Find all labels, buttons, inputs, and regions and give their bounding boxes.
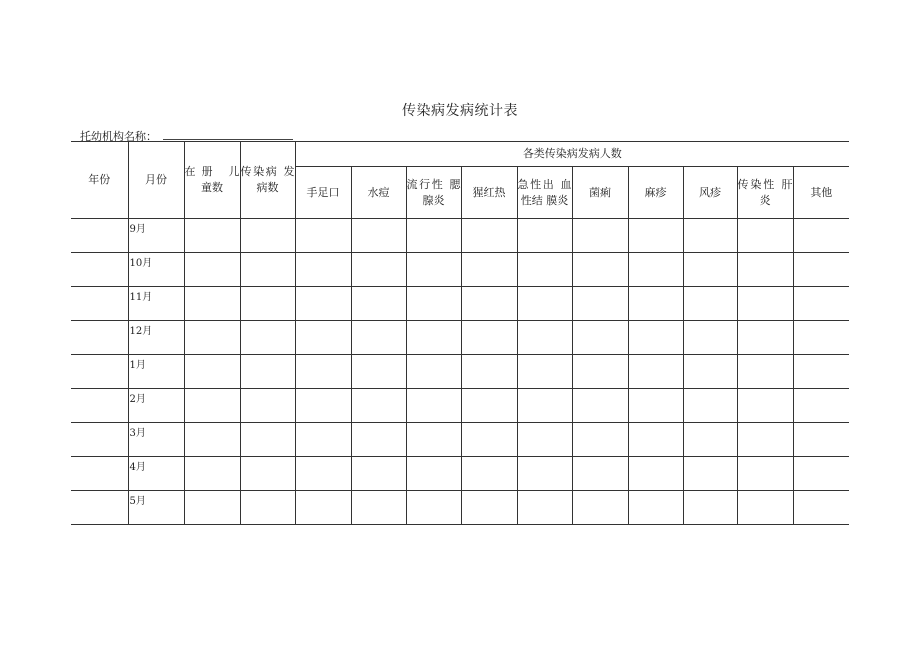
- data-cell[interactable]: [184, 423, 240, 457]
- data-cell[interactable]: [240, 491, 295, 525]
- org-name-label: 托幼机构名称：: [80, 130, 157, 143]
- data-cell[interactable]: [628, 321, 683, 355]
- table-row: [71, 219, 849, 253]
- data-cell[interactable]: [737, 423, 793, 457]
- table-row: [71, 491, 849, 525]
- header-enrolled-line1: 在册 儿: [184, 165, 240, 178]
- data-cell[interactable]: [737, 355, 793, 389]
- data-cell[interactable]: [295, 423, 351, 457]
- data-cell[interactable]: [683, 321, 737, 355]
- data-cell[interactable]: [351, 491, 406, 525]
- table-body: [71, 219, 849, 525]
- header-disease-0: [295, 167, 351, 219]
- data-cell[interactable]: [406, 355, 461, 389]
- data-cell[interactable]: [461, 457, 517, 491]
- data-cell[interactable]: [295, 253, 351, 287]
- header-disease-label: 麻疹: [644, 185, 667, 199]
- header-disease-1: [351, 167, 406, 219]
- data-cell[interactable]: [572, 219, 628, 253]
- data-cell[interactable]: [351, 457, 406, 491]
- year-cell[interactable]: [71, 355, 128, 389]
- data-cell[interactable]: [240, 389, 295, 423]
- data-cell[interactable]: [406, 423, 461, 457]
- table-row: [71, 355, 849, 389]
- data-cell[interactable]: [628, 287, 683, 321]
- header-disease-9: [793, 167, 849, 219]
- data-cell[interactable]: [517, 287, 572, 321]
- header-disease-label-2: 炎: [759, 193, 771, 207]
- data-cell[interactable]: [793, 253, 849, 287]
- data-cell[interactable]: [406, 253, 461, 287]
- month-cell: 5月: [128, 491, 184, 525]
- header-year: 年份: [71, 142, 128, 219]
- header-disease-label-2: 腺炎: [422, 193, 445, 207]
- header-disease-2: [406, 167, 461, 219]
- data-cell[interactable]: [295, 219, 351, 253]
- header-disease-4: [517, 167, 572, 219]
- header-disease-label: 风疹: [699, 185, 721, 199]
- data-cell[interactable]: [184, 287, 240, 321]
- data-cell[interactable]: [737, 219, 793, 253]
- data-cell[interactable]: [351, 287, 406, 321]
- data-cell[interactable]: [184, 321, 240, 355]
- year-cell[interactable]: [71, 219, 128, 253]
- data-cell[interactable]: [517, 423, 572, 457]
- data-cell[interactable]: [240, 321, 295, 355]
- header-disease-6: [628, 167, 683, 219]
- data-cell[interactable]: [461, 253, 517, 287]
- data-cell[interactable]: [572, 321, 628, 355]
- data-cell[interactable]: [295, 457, 351, 491]
- data-cell[interactable]: [240, 219, 295, 253]
- data-cell[interactable]: [351, 355, 406, 389]
- data-cell[interactable]: [683, 219, 737, 253]
- data-cell[interactable]: [572, 355, 628, 389]
- month-cell: 4月: [128, 457, 184, 491]
- header-enrolled-line2: 童数: [201, 181, 223, 194]
- data-cell[interactable]: [240, 423, 295, 457]
- data-cell[interactable]: [683, 491, 737, 525]
- header-disease-label: 水痘: [367, 185, 390, 199]
- data-cell[interactable]: [517, 321, 572, 355]
- header-disease-label-2: 性结 膜炎: [520, 193, 569, 207]
- data-cell[interactable]: [628, 423, 683, 457]
- data-cell[interactable]: [184, 219, 240, 253]
- data-cell[interactable]: [737, 321, 793, 355]
- header-row-1: [71, 142, 849, 167]
- data-cell[interactable]: [461, 423, 517, 457]
- data-cell[interactable]: [461, 321, 517, 355]
- data-cell[interactable]: [295, 389, 351, 423]
- header-enrolled: [184, 142, 240, 219]
- data-cell[interactable]: [628, 219, 683, 253]
- table-row: [71, 321, 849, 355]
- data-cell[interactable]: [240, 457, 295, 491]
- data-cell[interactable]: [683, 389, 737, 423]
- year-cell[interactable]: [71, 321, 128, 355]
- header-disease-7: [683, 167, 737, 219]
- data-cell[interactable]: [406, 457, 461, 491]
- header-disease-label: 其他: [810, 185, 833, 199]
- data-cell[interactable]: [572, 457, 628, 491]
- header-disease-5: [572, 167, 628, 219]
- data-cell[interactable]: [517, 219, 572, 253]
- year-cell[interactable]: [71, 389, 128, 423]
- header-disease-label: 传染性 肝: [737, 177, 793, 191]
- data-cell[interactable]: [572, 253, 628, 287]
- data-cell[interactable]: [351, 423, 406, 457]
- data-cell[interactable]: [517, 355, 572, 389]
- data-cell[interactable]: [793, 423, 849, 457]
- data-cell[interactable]: [461, 287, 517, 321]
- data-cell[interactable]: [628, 253, 683, 287]
- year-cell[interactable]: [71, 287, 128, 321]
- data-cell[interactable]: [461, 389, 517, 423]
- header-infected-line2: 病数: [256, 181, 279, 194]
- table-row: [71, 423, 849, 457]
- data-cell[interactable]: [628, 389, 683, 423]
- header-infected: [240, 142, 295, 219]
- year-cell[interactable]: [71, 423, 128, 457]
- data-cell[interactable]: [517, 389, 572, 423]
- header-disease-label: 急性出 血: [517, 177, 572, 191]
- header-month: 月份: [128, 142, 184, 219]
- data-cell[interactable]: [628, 355, 683, 389]
- header-disease-label: 手足口: [306, 185, 340, 199]
- header-infected-line1: 传染病 发: [240, 165, 295, 178]
- year-cell[interactable]: [71, 491, 128, 525]
- data-cell[interactable]: [240, 355, 295, 389]
- year-cell[interactable]: [71, 253, 128, 287]
- data-cell[interactable]: [793, 491, 849, 525]
- data-cell[interactable]: [406, 219, 461, 253]
- data-cell[interactable]: [406, 389, 461, 423]
- data-cell[interactable]: [295, 287, 351, 321]
- data-cell[interactable]: [461, 219, 517, 253]
- data-cell[interactable]: [572, 389, 628, 423]
- data-cell[interactable]: [737, 491, 793, 525]
- data-cell[interactable]: [793, 355, 849, 389]
- data-cell[interactable]: [351, 389, 406, 423]
- data-cell[interactable]: [737, 457, 793, 491]
- data-cell[interactable]: [406, 287, 461, 321]
- month-cell: 10月: [128, 253, 184, 287]
- data-cell[interactable]: [351, 219, 406, 253]
- header-disease-label: 流行性 腮: [406, 177, 461, 191]
- header-disease-group: 各类传染病发病人数: [295, 142, 849, 167]
- data-cell[interactable]: [351, 253, 406, 287]
- data-cell[interactable]: [184, 253, 240, 287]
- month-cell: 9月: [128, 219, 184, 253]
- data-cell[interactable]: [461, 491, 517, 525]
- header-disease-8: [737, 167, 793, 219]
- data-cell[interactable]: [184, 457, 240, 491]
- data-cell[interactable]: [517, 491, 572, 525]
- data-cell[interactable]: [737, 287, 793, 321]
- data-cell[interactable]: [517, 457, 572, 491]
- data-cell[interactable]: [184, 491, 240, 525]
- month-cell: 1月: [128, 355, 184, 389]
- month-cell: 2月: [128, 389, 184, 423]
- table-row: [71, 253, 849, 287]
- data-cell[interactable]: [683, 355, 737, 389]
- data-cell[interactable]: [683, 253, 737, 287]
- data-cell[interactable]: [793, 219, 849, 253]
- data-cell[interactable]: [240, 287, 295, 321]
- data-cell[interactable]: [683, 423, 737, 457]
- data-cell[interactable]: [406, 491, 461, 525]
- data-cell[interactable]: [683, 287, 737, 321]
- data-cell[interactable]: [737, 389, 793, 423]
- table-row: [71, 457, 849, 491]
- data-cell[interactable]: [351, 321, 406, 355]
- data-cell[interactable]: [793, 287, 849, 321]
- month-cell: 12月: [128, 321, 184, 355]
- data-cell[interactable]: [461, 355, 517, 389]
- data-cell[interactable]: [572, 423, 628, 457]
- data-cell[interactable]: [406, 321, 461, 355]
- data-cell[interactable]: [295, 355, 351, 389]
- stats-table: [71, 141, 849, 525]
- data-cell[interactable]: [628, 457, 683, 491]
- header-disease-label: 菌痢: [589, 185, 611, 199]
- table-row: [71, 287, 849, 321]
- year-cell[interactable]: [71, 457, 128, 491]
- page-title: 传染病发病统计表: [402, 103, 518, 119]
- data-cell[interactable]: [184, 355, 240, 389]
- month-cell: 3月: [128, 423, 184, 457]
- data-cell[interactable]: [295, 321, 351, 355]
- data-cell[interactable]: [295, 491, 351, 525]
- header-disease-3: [461, 167, 517, 219]
- data-cell[interactable]: [683, 457, 737, 491]
- data-cell[interactable]: [793, 321, 849, 355]
- data-cell[interactable]: [793, 389, 849, 423]
- data-cell[interactable]: [184, 389, 240, 423]
- header-disease-label: 猩红热: [472, 185, 506, 199]
- month-cell: 11月: [128, 287, 184, 321]
- data-cell[interactable]: [793, 457, 849, 491]
- org-name-blank[interactable]: [163, 129, 293, 140]
- data-cell[interactable]: [628, 491, 683, 525]
- data-cell[interactable]: [737, 253, 793, 287]
- data-cell[interactable]: [240, 253, 295, 287]
- data-cell[interactable]: [572, 491, 628, 525]
- data-cell[interactable]: [517, 253, 572, 287]
- data-cell[interactable]: [572, 287, 628, 321]
- table-row: [71, 389, 849, 423]
